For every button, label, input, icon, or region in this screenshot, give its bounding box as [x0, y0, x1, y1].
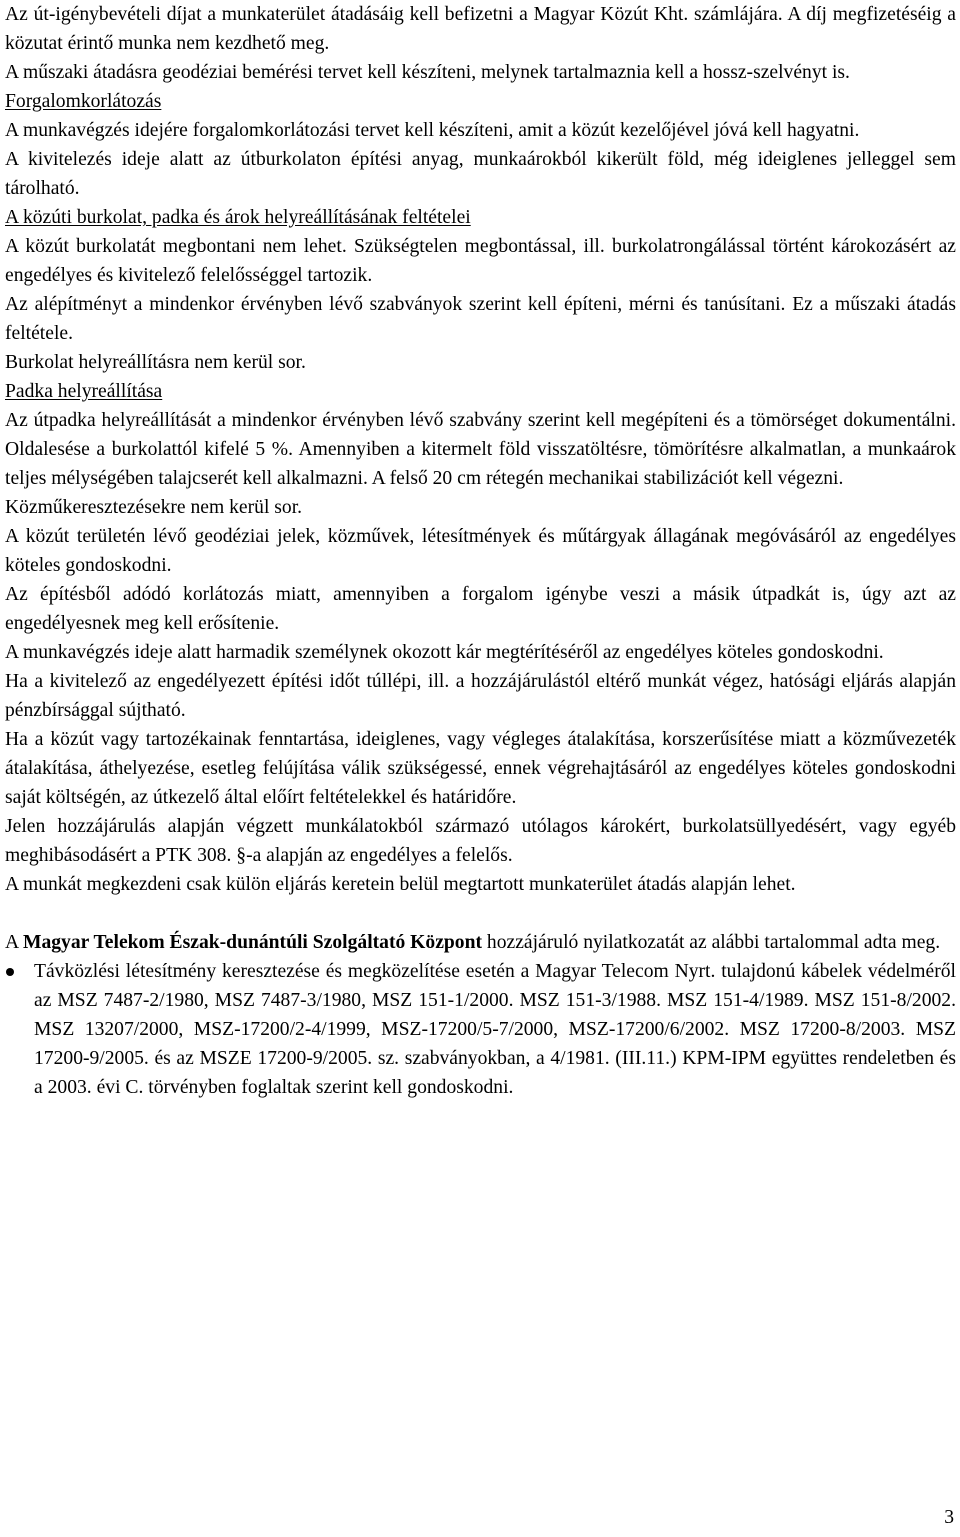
paragraph-telekom-intro — [5, 928, 956, 957]
telekom-conditions-list — [5, 957, 956, 1102]
telekom-organization: Magyar Telekom Észak-dunántúli Szolgáltató Központ — [22, 932, 483, 953]
paragraph-material-storage: A kivitelezés ideje alatt az útburkolaton építési anyag, munkaárokból kikerült föld, még ideiglenes jelleggel sem tárolható. — [5, 149, 956, 199]
heading-pavement-restoration: A közúti burkolat, padka és árok helyreállításának feltételei — [5, 207, 471, 228]
telekom-prefix: A — [5, 932, 23, 953]
paragraph-shoulder-rules: Az útpadka helyreállítását a mindenkor érvényben lévő szabvány szerint kell megépíteni és a tömörséget dokumentálni. Oldalesése a burkolattól kifelé 5 %. Amennyiben a kitermelt föld visszatöltésre, tömörítésre alkalmatlan, a munkaárok teljes mélységében talajcserét kell alkalmazni. A felső 20 cm rétegén mechanikai stabilizációt kell végezni. — [5, 410, 956, 489]
paragraph-road-usage-fee: Az út-igénybevételi díjat a munkaterület átadásáig kell befizetni a Magyar Közút Kht. számlájára. A díj megfizetéséig a közutat érintő munka nem kezdhető meg. — [5, 4, 956, 54]
document-page — [5, 0, 956, 1102]
paragraph-substructure: Az alépítményt a mindenkor érvényben lévő szabványok szerint kell építeni, mérni és tanúsítani. Ez a műszaki átadás feltétele. — [5, 294, 956, 344]
paragraph-no-utility-crossing: Közműkeresztezésekre nem kerül sor. — [5, 497, 303, 518]
paragraph-utility-relocation: Ha a közút vagy tartozékainak fenntartása, ideiglenes, vagy végleges átalakítása, korszerűsítése miatt a közművezeték átalakítása, áthelyezése, esetleg felújítása válik szükségessé, ennek végrehajtásáról az engedélyes köteles gondoskodni saját költségén, az útkezelő által előírt feltételekkel és határidőre. — [5, 729, 956, 808]
heading-shoulder-restoration: Padka helyreállítása — [5, 381, 163, 402]
paragraph-pavement-damage: A közút burkolatát megbontani nem lehet. Szükségtelen megbontással, ill. burkolatrongálással történt károkozásért az engedélyes és kivitelező felelősséggel tartozik. — [5, 236, 956, 286]
paragraph-third-party-damage: A munkavégzés ideje alatt harmadik személynek okozott kár megtérítéséről az engedélyes köteles gondoskodni. — [5, 642, 884, 663]
paragraph-geodetic-survey: A műszaki átadásra geodéziai bemérési tervet kell készíteni, melynek tartalmaznia kell a hossz-szelvényt is. — [5, 62, 850, 83]
paragraph-traffic-plan: A munkavégzés idejére forgalomkorlátozási tervet kell készíteni, amit a közút kezelőjével jóvá kell hagyatni. — [5, 120, 860, 141]
bullet-icon — [6, 968, 14, 976]
paragraph-work-start: A munkát megkezdeni csak külön eljárás keretein belül megtartott munkaterület átadás alapján lehet. — [5, 874, 796, 895]
heading-traffic-restriction: Forgalomkorlátozás — [5, 91, 162, 112]
paragraph-gap — [5, 899, 956, 928]
paragraph-penalty: Ha a kivitelező az engedélyezett építési időt túllépi, ill. a hozzájárulástól eltérő munkát végez, hatósági eljárás alapján pénzbírsággal sújtható. — [5, 671, 956, 721]
paragraph-shoulder-reinforcement: Az építésből adódó korlátozás miatt, amennyiben a forgalom igénybe veszi a másik útpadkát is, úgy azt az engedélyesnek meg kell erősítenie. — [5, 584, 956, 634]
paragraph-liability: Jelen hozzájárulás alapján végzett munkálatokból származó utólagos károkért, burkolatsüllyedésért, vagy egyéb meghibásodásért a PTK 308. §-a alapján az engedélyes a felelős. — [5, 816, 956, 866]
paragraph-geodetic-markers: A közút területén lévő geodéziai jelek, közművek, létesítmények és műtárgyak állagának megóvásáról az engedélyes köteles gondoskodni. — [5, 526, 956, 576]
paragraph-no-pavement-restoration: Burkolat helyreállításra nem kerül sor. — [5, 352, 306, 373]
list-item-text: Távközlési létesítmény keresztezése és megközelítése esetén a Magyar Telecom Nyrt. tulajdonú kábelek védelméről az MSZ 7487-2/1980, MSZ 7487-3/1980, MSZ 151-1/2000. MSZ 151-3/1988. MSZ 151-4/1989. MSZ 151-8/2002. MSZ 13207/2000, MSZ-17200/2-4/1999, MSZ-17200/5-7/2000, MSZ-17200/6/2002. MSZ 17200-8/2003. MSZ 17200-9/2005. és az MSZE 17200-9/2005. sz. szabványokban, a 4/1981. (III.11.) KPM-IPM együttes rendeletben és a 2003. évi C. törvényben foglaltak szerint kell gondoskodni. — [34, 961, 956, 1098]
list-item — [5, 957, 956, 1102]
telekom-suffix: hozzájáruló nyilatkozatát az alábbi tartalommal adta meg. — [482, 932, 941, 953]
page-number: 3 — [944, 1507, 954, 1528]
